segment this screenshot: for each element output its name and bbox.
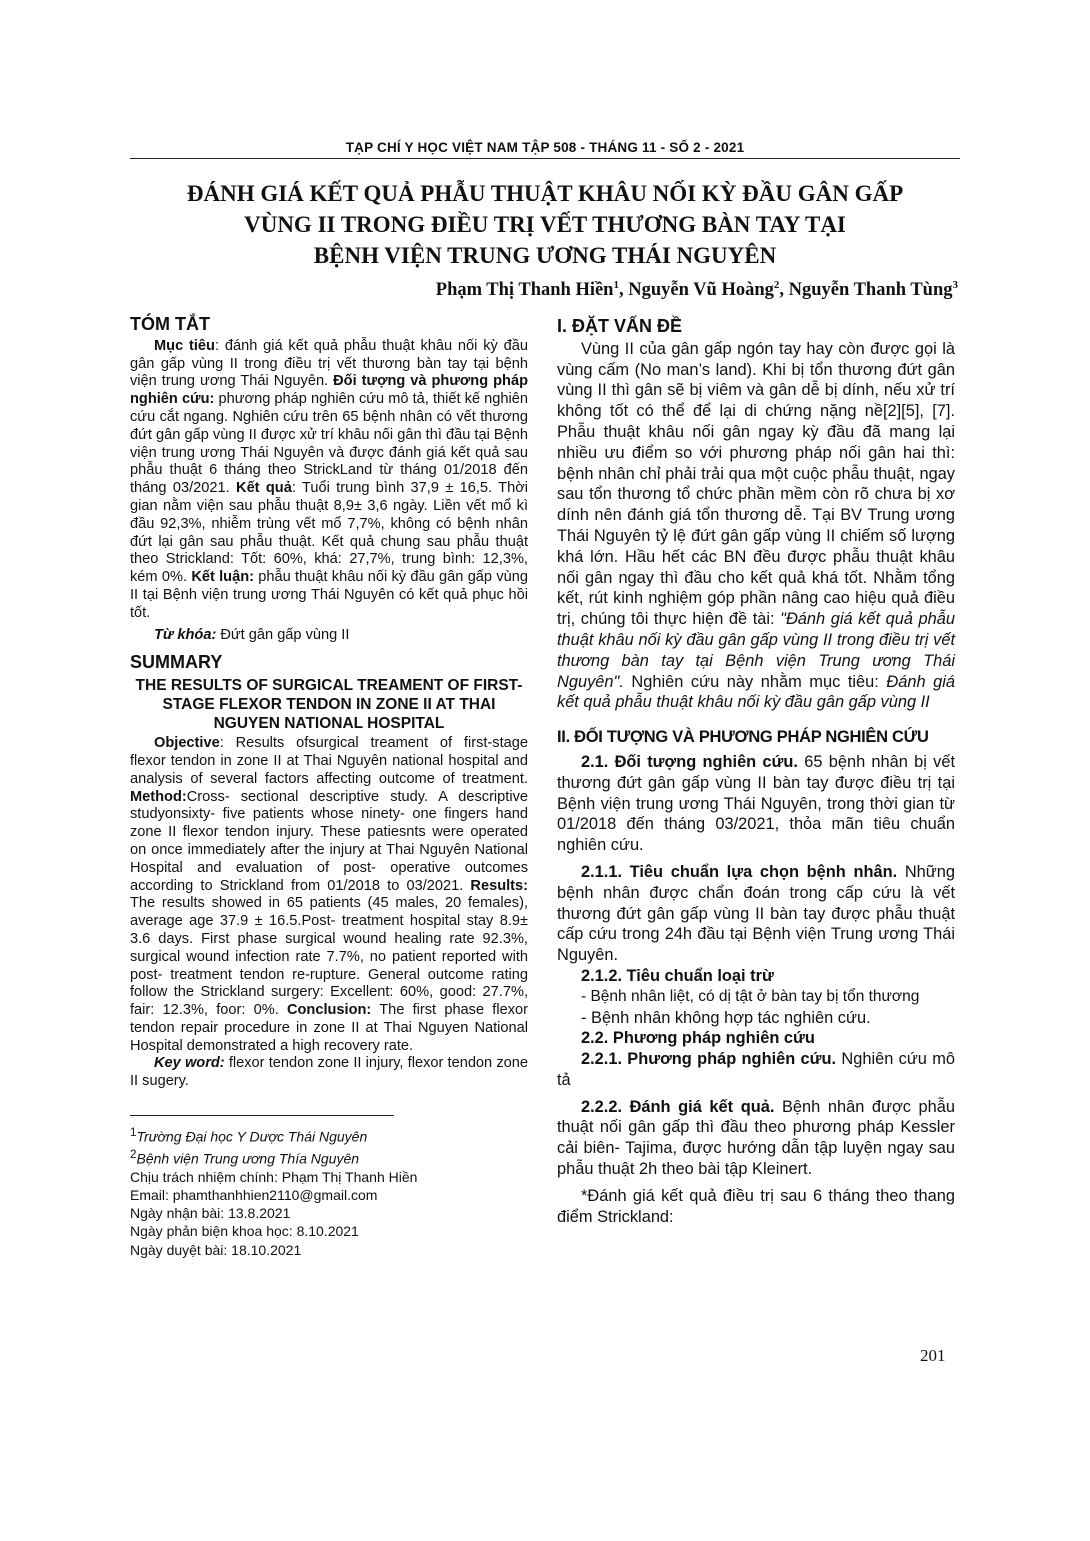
- section1-heading: I. ĐẶT VẤN ĐỀ: [557, 316, 683, 336]
- article-title: [130, 178, 960, 271]
- author-affiliation-mark: 1: [613, 279, 619, 291]
- section2-2-heading: 2.2. Phương pháp nghiên cứu: [581, 1029, 815, 1048]
- author-affiliation-mark: 3: [952, 279, 958, 291]
- section2-1-2-heading: 2.1.2. Tiêu chuẩn loại trừ: [581, 966, 774, 985]
- exclusion-item: - Bệnh nhân không hợp tác nghiên cứu.: [581, 1008, 871, 1027]
- evaluation-paragraph: *Đánh giá kết quả điều trị sau 6 tháng theo thang điểm Strickland:: [557, 1186, 955, 1226]
- abstract-heading: TÓM TẮT: [130, 314, 210, 334]
- footnote-responsible: Chịu trách nhiệm chính: Phạm Thị Thanh Hiền: [130, 1168, 418, 1185]
- author-name: Nguyễn Thanh Tùng: [788, 280, 953, 301]
- left-column: [130, 316, 528, 1259]
- author-name: Nguyễn Vũ Hoàng: [628, 280, 774, 301]
- section2-2-2-paragraph: 2.2.2. Đánh giá kết quả. Bệnh nhân được phẫu thuật nối gân gấp thì đầu theo phương pháp Kessler cải biên- Tajima, được hướng dẫn tập luyện ngay sau phẫu thuật 2h theo bài tập Kleinert.: [557, 1097, 955, 1179]
- right-column: [557, 316, 955, 1227]
- abstract-paragraph: Mục tiêu: đánh giá kết quả phẫu thuật khâu nối kỳ đầu gân gấp vùng II trong điều trị vết thương bàn tay tại bệnh viện trung ương Thái Nguyên. Đối tượng và phương pháp nghiên cứu: phương pháp nghiên cứu mô tả, thiết kế nghiên cứu cắt ngang. Nghiên cứu trên 65 bệnh nhân có vết thương đứt gân gấp vùng II được xử trí khâu nối gân thì đầu tại Bệnh viện trung ương Thái Nguyên và được đánh giá kết quả sau phẫu thuật 6 tháng theo StrickLand từ tháng 01/2018 đến tháng 03/2021. Kết quả: Tuổi trung bình 37,9 ± 16,5. Thời gian nằm viện sau phẫu thuật 8,9± 3,6 ngày. Liền vết mổ kì đầu 92,3%, nhiễm trùng vết mổ 7,7%, không có bệnh nhân đứt lại gân sau phẫu thuật. Kết quả chung sau phẫu thuật theo Strickland: Tốt: 60%, khá: 27,7%, trung bình: 12,3%, kém 0%. Kết luận: phẫu thuật khâu nối kỳ đầu gân gấp vùng II tại Bệnh viện trung ương Thái Nguyên có kết quả phục hồi tốt.: [130, 337, 529, 621]
- title-line: VÙNG II TRONG ĐIỀU TRỊ VẾT THƯƠNG BÀN TAY TẠI: [244, 212, 846, 237]
- page-number: 201: [920, 1346, 946, 1365]
- section2-1-paragraph: 2.1. Đối tượng nghiên cứu. 65 bệnh nhân bị vết thương đứt gân gấp vùng II bàn tay được điều trị tại Bệnh viện trung ương Thái Nguyên, trong thời gian từ 01/2018 đến tháng 03/2021, thỏa mãn tiêu chuẩn nghiên cứu.: [557, 752, 955, 855]
- footnote-reviewed: Ngày phản biện khoa học: 8.10.2021: [130, 1223, 359, 1240]
- footnote-affiliation: $^1$Trường Đại học Y Dược Thái Nguyên: [130, 1126, 368, 1145]
- summary-heading: SUMMARY: [130, 652, 223, 673]
- section2-2-1-paragraph: 2.2.1. Phương pháp nghiên cứu. Nghiên cứu mô tả: [557, 1050, 955, 1089]
- footnote-affiliation: $^2$Bệnh viện Trung ương Thía Nguyên: [130, 1147, 360, 1167]
- section2-1-1-paragraph: 2.1.1. Tiêu chuẩn lựa chọn bệnh nhân. Những bệnh nhân được chẩn đoán trong cấp cứu là vết thương đứt gân gấp vùng II bàn tay được phẫu thuật cấp cứu trong 24h đầu tại Bệnh viện Trung ương Thái Nguyên.: [557, 862, 956, 965]
- title-line: ĐÁNH GIÁ KẾT QUẢ PHẪU THUẬT KHÂU NỐI KỲ ĐẦU GÂN GẤP: [186, 181, 904, 206]
- summary-keywords: Key word: flexor tendon zone II injury, flexor tendon zone II sugery.: [130, 1055, 528, 1090]
- section1-paragraph: Vùng II của gân gấp ngón tay hay còn được gọi là vùng cấm (No man’s land). Khi bị tổn thương đứt gân vùng II thì gân sẽ bị viêm và gân dễ bị dính, nếu xử trí không tốt có thể để lại di chứng nặng nề[2][5], [7]. Phẫu thuật khâu nối gân ngay kỳ đầu đã mang lại nhiều ưu điểm so với phương pháp nối gân hai thì: bệnh nhân chỉ phải trải qua một cuộc phẫu thuật, ngay sau tổn thương tổ chức phần mềm còn rõ chưa bị xơ dính nên đánh giá tổn thương dễ. Tại BV Trung ương Thái Nguyên tỷ lệ đứt gân gấp vùng II chiếm số lượng khá lớn. Hầu hết các BN đều được phẫu thuật khâu nối gân ngay thì đầu cho kết quả khá tốt. Nhằm tổng kết, rút kinh nghiệm góp phần nâng cao hiệu quả điều trị, chúng tôi thực hiện đề tài: "Đánh giá kết quả phẫu thuật khâu nối kỳ đầu gân gấp vùng II trong điều trị vết thương bàn tay tại Bệnh viện Trung ương Thái Nguyên". Nghiên cứu này nhằm mục tiêu: Đánh giá kết quả phẫu thuật khâu nối kỳ đầu gân gấp vùng II: [557, 339, 955, 712]
- author-name: Phạm Thị Thanh Hiền: [435, 280, 614, 301]
- footnote-approved: Ngày duyệt bài: 18.10.2021: [130, 1241, 302, 1258]
- exclusion-item: - Bệnh nhân liệt, có dị tật ở bàn tay bị tổn thương: [581, 987, 920, 1005]
- footnote-rule: [130, 1115, 394, 1116]
- section2-heading: II. ĐỐI TƯỢNG VÀ PHƯƠNG PHÁP NGHIÊN CỨU: [557, 728, 929, 747]
- footnote-received: Ngày nhận bài: 13.8.2021: [130, 1205, 291, 1222]
- header-rule: [130, 158, 960, 159]
- footnote-email: Email: phamthanhhien2110@gmail.com: [130, 1187, 378, 1203]
- author-list: Phạm Thị Thanh Hiền$^1$, Nguyễn Vũ Hoàng$^2$, Nguyễn Thanh Tùng$^3$: [435, 279, 958, 301]
- author-affiliation-mark: 2: [773, 279, 780, 291]
- summary-title: THE RESULTS OF SURGICAL TREAMENT OF FIRST- STAGE FLEXOR TENDON IN ZONE II AT THAI NGUYEN NATIONAL HOSPITAL: [135, 677, 523, 733]
- summary-paragraph: Objective: Results ofsurgical treament of first-stage flexor tendon in zone II at Thai Nguyên national hospital and analysis of several factors affecting outcome of treatment. Method:Cross- sectional descriptive study. A descriptive studyonsixty- five patients whose ninety- one fingers hand zone II flexor tendon injury. These patiesnts were operated on once immediately after the injury at Thai Nguyên National Hospital and evaluation of post- operative outcomes according to Strickland from 01/2018 to 03/2021. Results: The results showed in 65 patients (45 males, 20 females), average age 37.9 ± 16.5.Post- treatment hospital stay 8.9± 3.6 days. First phase surgical wound healing rate 92.3%, surgical wound infection rate 7.7%, no patient reported with post- treatment tendon re-rupture. General outcome rating follow the Strickland surgery: Excellent: 60%, good: 27.7%, fair: 12.3%, foor: 0%. Conclusion: The first phase flexor tendon repair procedure in zone II at Thai Nguyen National Hospital demonstrated a high recovery rate.: [130, 735, 528, 1054]
- journal-header: TẠP CHÍ Y HỌC VIỆT NAM TẬP 508 - THÁNG 11 - SỐ 2 - 2021: [345, 140, 745, 155]
- title-line: BỆNH VIỆN TRUNG ƯƠNG THÁI NGUYÊN: [313, 243, 777, 268]
- abstract-keywords: Từ khóa: Đứt gân gấp vùng II: [154, 626, 350, 643]
